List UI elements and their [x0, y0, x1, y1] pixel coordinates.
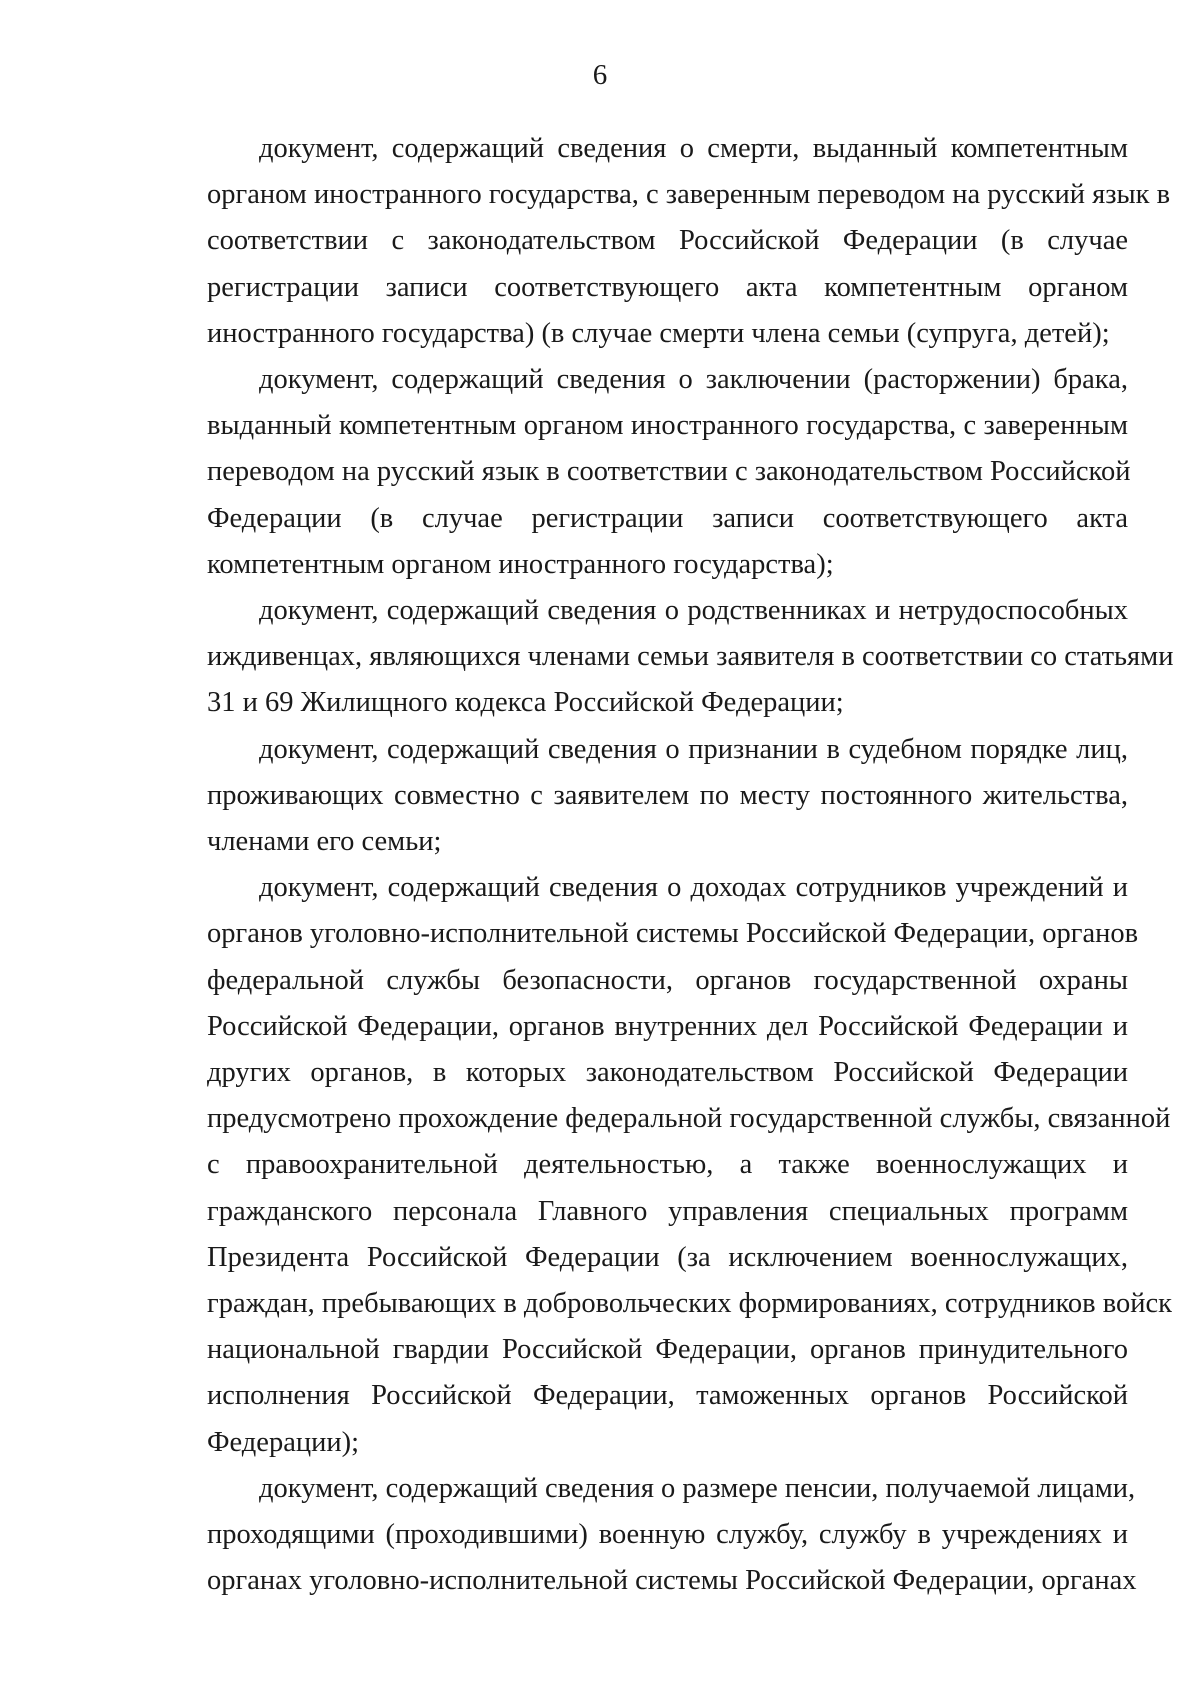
- page-number: 6: [592, 59, 608, 91]
- text-line: других органов, в которых законодательством Российской Федерации: [207, 1057, 1128, 1089]
- text-line: Президента Российской Федерации (за исключением военнослужащих,: [207, 1241, 1128, 1273]
- text-line: проходящими (проходившими) военную службу, службу в учреждениях и: [207, 1519, 1128, 1551]
- text-line: граждан, пребывающих в добровольческих формированиях, сотрудников войск: [207, 1288, 1172, 1320]
- text-line: исполнения Российской Федерации, таможенных органов Российской: [207, 1380, 1128, 1412]
- text-line: документ, содержащий сведения о признании в судебном порядке лиц,: [259, 733, 1128, 765]
- text-line: переводом на русский язык в соответствии с законодательством Российской: [207, 456, 1131, 488]
- text-line: документ, содержащий сведения о размере пенсии, получаемой лицами,: [259, 1472, 1136, 1504]
- paragraph-pension-document: [155, 1466, 1137, 1605]
- text-line: с правоохранительной деятельностью, а также военнослужащих и: [207, 1149, 1128, 1181]
- text-line: проживающих совместно с заявителем по месту постоянного жительства,: [207, 779, 1128, 811]
- text-line: документ, содержащий сведения о смерти, выданный компетентным: [259, 133, 1128, 164]
- text-line: 31 и 69 Жилищного кодекса Российской Федерации;: [207, 687, 844, 719]
- text-line: Федерации);: [207, 1426, 360, 1458]
- text-line: иностранного государства) (в случае смерти члена семьи (супруга, детей);: [207, 317, 1110, 349]
- text-line: предусмотрено прохождение федеральной государственной службы, связанной: [207, 1103, 1171, 1135]
- text-line: документ, содержащий сведения о заключении (расторжении) брака,: [259, 364, 1128, 396]
- text-line: Российской Федерации, органов внутренних дел Российской Федерации и: [207, 1010, 1128, 1042]
- text-line: федеральной службы безопасности, органов государственной охраны: [207, 964, 1128, 996]
- text-line: национальной гвардии Российской Федерации, органов принудительного: [207, 1334, 1128, 1366]
- text-line: членами его семьи;: [207, 826, 442, 858]
- paragraph-marriage-document: [155, 357, 1131, 588]
- text-line: органах уголовно-исполнительной системы Российской Федерации, органах: [207, 1565, 1137, 1597]
- paragraph-relatives-document: [155, 588, 1174, 727]
- text-line: органов уголовно-исполнительной системы Российской Федерации, органов: [207, 918, 1139, 950]
- text-line: документ, содержащий сведения о родственниках и нетрудоспособных: [259, 595, 1128, 627]
- text-line: гражданского персонала Главного управления специальных программ: [207, 1195, 1128, 1227]
- text-line: регистрации записи соответствующего акта компетентным органом: [207, 271, 1128, 303]
- paragraph-court-recognition-document: [155, 727, 1128, 866]
- document-body: [155, 126, 1174, 1605]
- text-line: документ, содержащий сведения о доходах сотрудников учреждений и: [259, 872, 1128, 904]
- text-line: выданный компетентным органом иностранного государства, с заверенным: [207, 410, 1128, 442]
- text-line: иждивенцах, являющихся членами семьи заявителя в соответствии со статьями: [207, 641, 1174, 673]
- text-line: Федерации (в случае регистрации записи соответствующего акта: [207, 502, 1128, 534]
- text-line: компетентным органом иностранного государства);: [207, 548, 834, 580]
- text-line: соответствии с законодательством Российской Федерации (в случае: [207, 225, 1128, 257]
- paragraph-income-document: [155, 865, 1172, 1466]
- paragraph-death-document: [155, 126, 1171, 357]
- text-line: органом иностранного государства, с заверенным переводом на русский язык в: [207, 179, 1171, 211]
